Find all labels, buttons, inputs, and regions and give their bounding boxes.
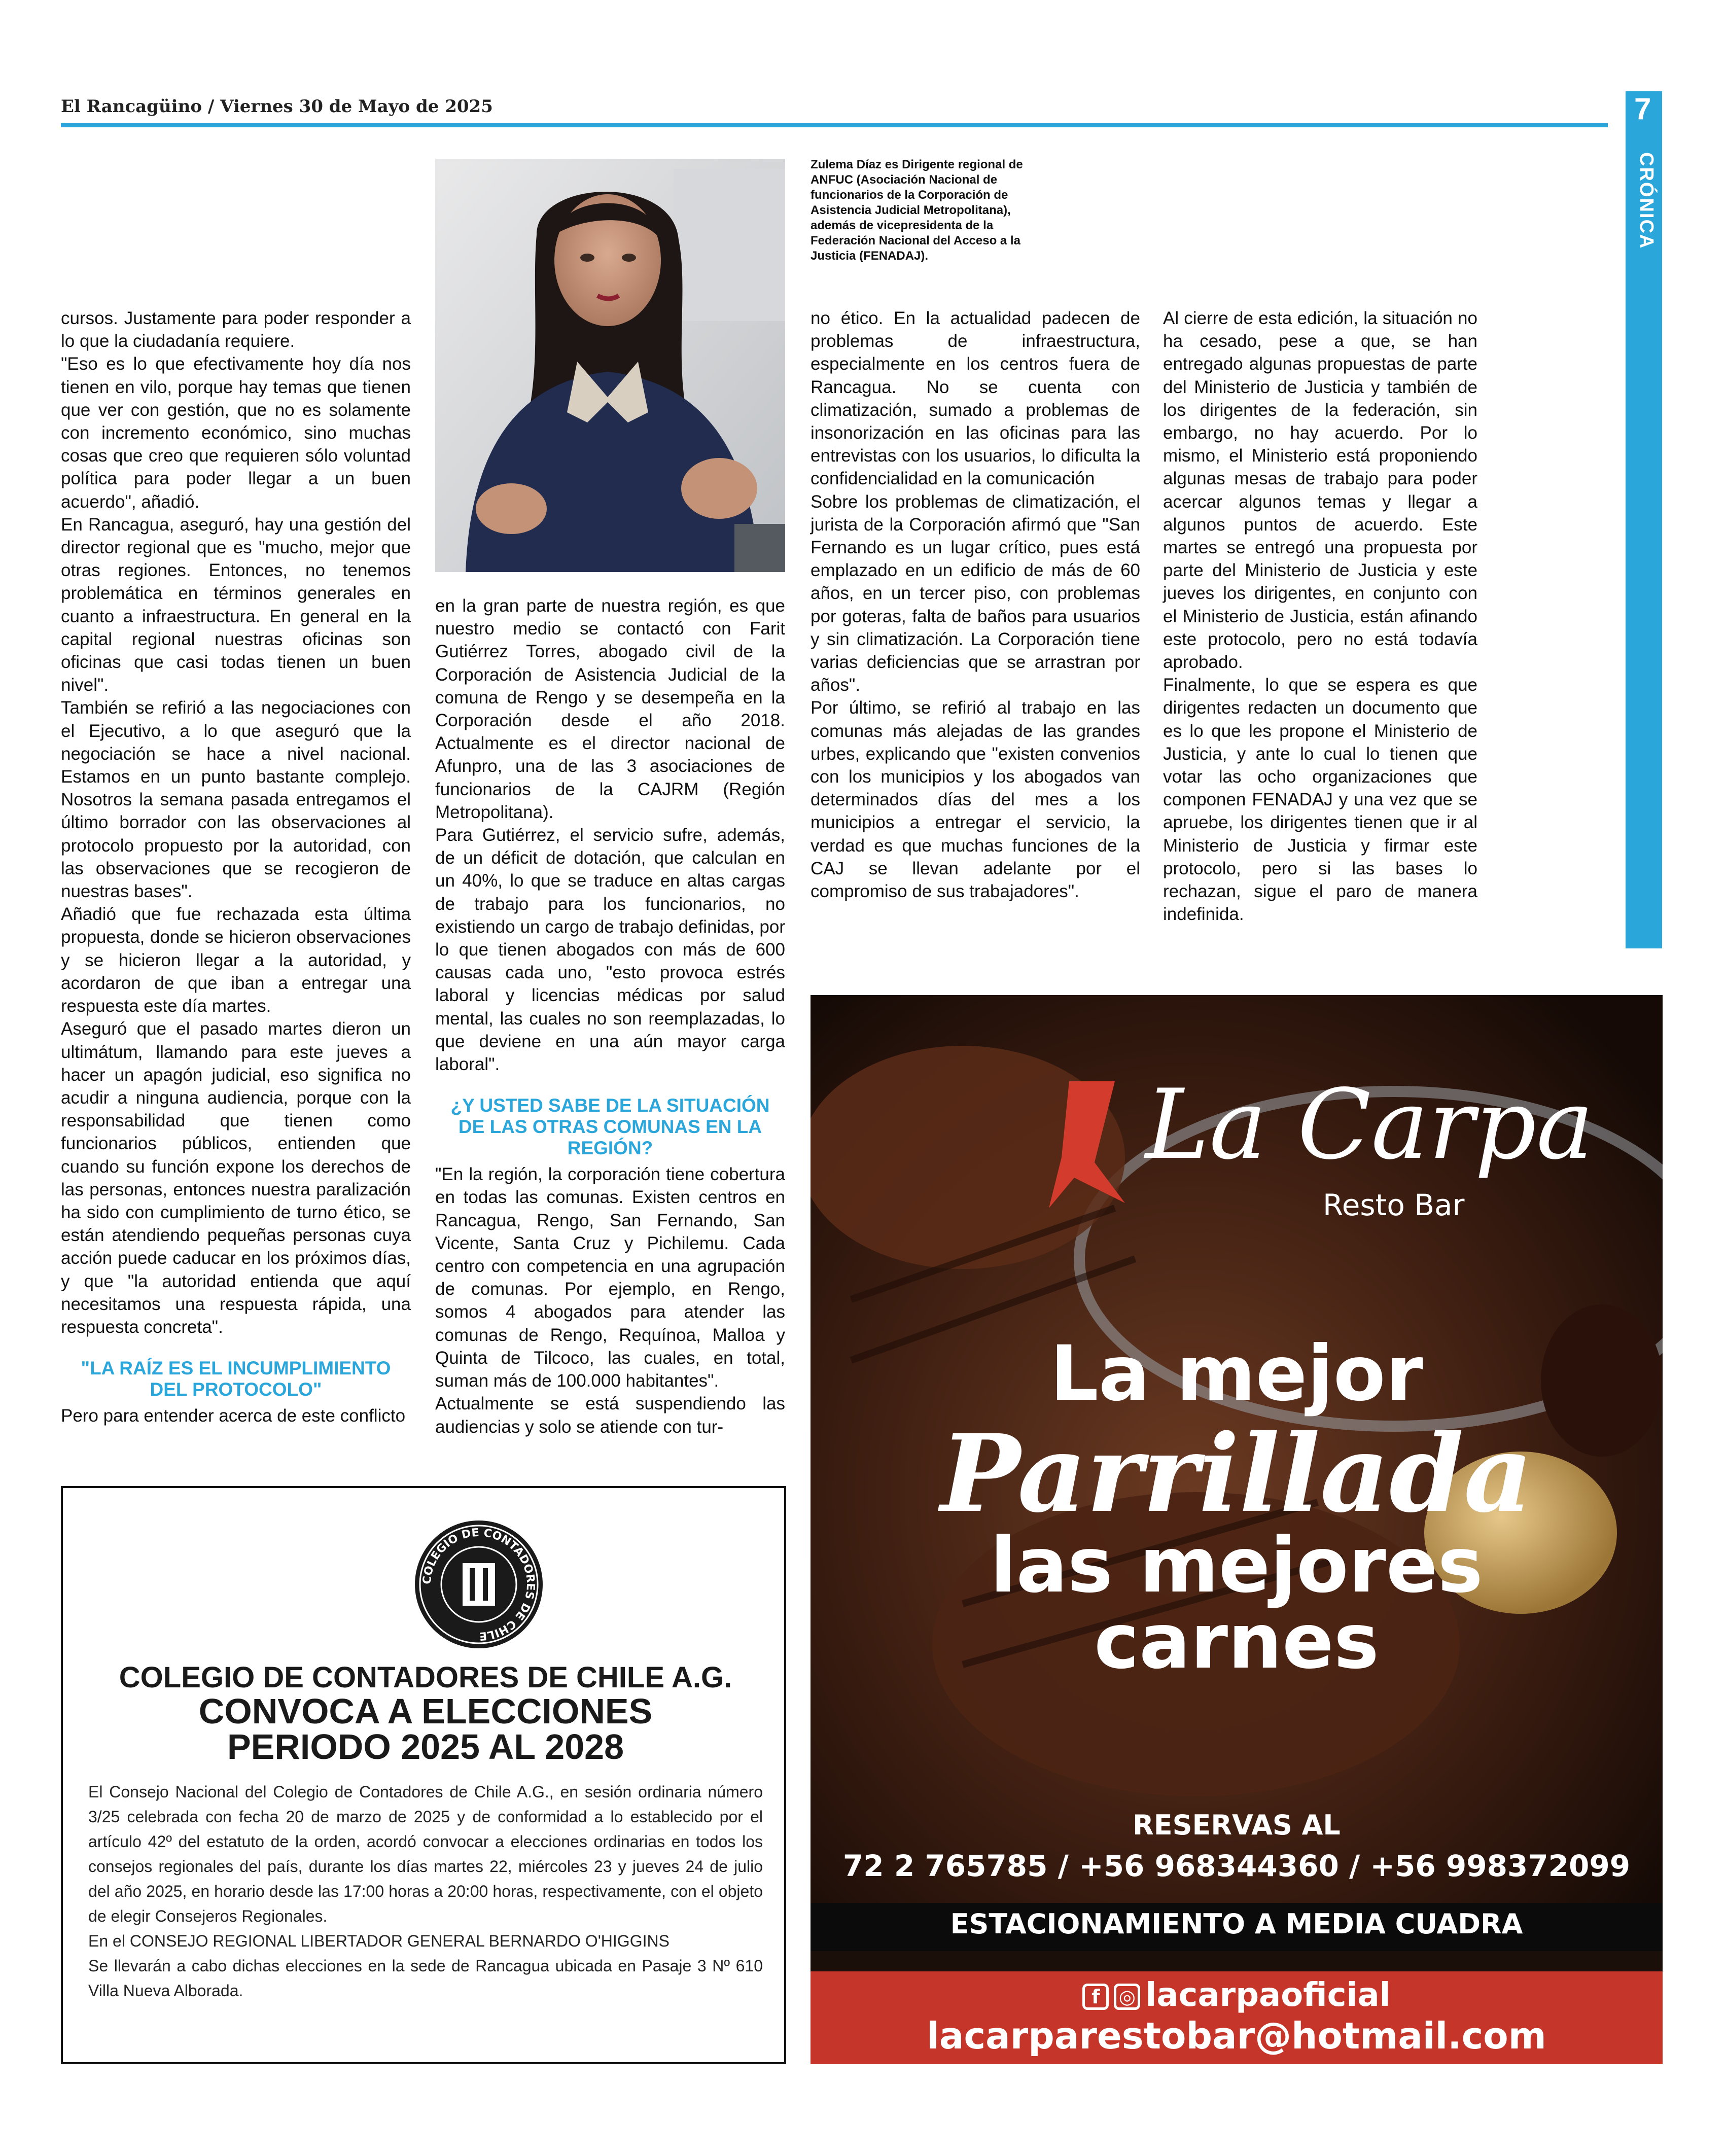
ad-headline-3 bbox=[811, 1522, 1663, 1686]
paragraph: cursos. Justamente para poder responder a lo que la ciudadanía requiere. bbox=[61, 308, 411, 351]
ad-headline-1: La mejor bbox=[1050, 1330, 1423, 1418]
subheading: "LA RAÍZ ES EL INCUMPLIMIENTO DEL PROTOCOLO" bbox=[81, 1358, 391, 1400]
section-label: CRÓNICA bbox=[1636, 152, 1657, 250]
paragraph: Sobre los problemas de climatización, el jurista de la Corporación afirmó que "San Fernando es un lugar crítico, pues está emplazado en un edificio de más de 60 años, en un tercer piso, con problemas por goteras, falta de baños para usuarios y sin climatización. La Corporación tiene varias deficiencias que se arrastran por años". bbox=[811, 491, 1140, 695]
reservation-phones: 72 2 765785 / +56 968344360 / +56 998372099 bbox=[842, 1849, 1631, 1883]
header-rule bbox=[61, 123, 1608, 127]
restaurant-advertisement bbox=[811, 995, 1663, 2064]
article-column-4 bbox=[1163, 307, 1477, 956]
paragraph: Aseguró que el pasado martes dieron un ultimátum, llamando para este jueves a hacer un apagón judicial, eso significa no acudir a ninguna audiencia, porque con la responsabilidad que tienen como funcionarios públicos, entienden que cuando su función expone los derechos de las personas, entonces nuestra paralización ha sido con cumplimiento de turno ético, se están atendiendo pequeñas personas cuya acción puede caducar en los próximos días, y que "la autoridad entienda que aquí necesitamos una respuesta rápida, una respuesta concreta". bbox=[61, 1019, 411, 1337]
social-handle: lacarpaoficial bbox=[1145, 1976, 1391, 2014]
paragraph: Añadió que fue rechazada esta última propuesta, donde se hicieron observaciones y se hicieron llegar a la autoridad, y acordaron de que iban a entregar una respuesta este día martes. bbox=[61, 904, 411, 1016]
article-column-2 bbox=[435, 594, 785, 1457]
parking-text: ESTACIONAMIENTO A MEDIA CUADRA bbox=[950, 1908, 1523, 1940]
paragraph: Finalmente, lo que se espera es que dirigentes redacten un documento que es lo que les propone el Ministerio de Justicia, y ante lo cual lo tienen que votar las ocho organizaciones que componen FENADAJ y una vez que se apruebe, los dirigentes tienen que ir al Ministerio de Justicia y firmar este protocolo, pero si las bases lo rechazan, sigue el paro de manera indefinida. bbox=[1163, 675, 1477, 925]
paragraph: "Eso es lo que efectivamente hoy día nos tienen en vilo, porque hay temas que tienen que ver con gestión, que no es solamente con incremento económico, sino muchas cosas que creo que requieren sólo voluntad política para poder llegar a un buen acuerdo", añadió. bbox=[61, 354, 411, 512]
reservations-label: RESERVAS AL bbox=[1133, 1809, 1341, 1841]
colegio-seal-logo bbox=[413, 1518, 545, 1650]
ad-headline-3a: las mejores bbox=[990, 1522, 1483, 1610]
ad-brand-subtitle: Resto Bar bbox=[1323, 1188, 1465, 1222]
election-notice bbox=[61, 1486, 786, 2064]
paragraph: "En la región, la corporación tiene cobertura en todas las comunas. Existen centros en Rancagua, Rengo, San Fernando, San Vicente, Santa Cruz y Pichilemu. Cada centro con competencia en una agrupación de comunas. Por ejemplo, en Rengo, somos 4 abogados para atender las comunas de Rengo, Requínoa, Malloa y Quinta de Tilcoco, las cuales, en total, suman más de 100.000 habitantes". bbox=[435, 1164, 785, 1391]
notice-body bbox=[88, 1780, 763, 2003]
paragraph: Pero para entender acerca de este conflicto bbox=[61, 1406, 406, 1426]
newspaper-header: El Rancagüino / Viernes 30 de Mayo de 2025 bbox=[61, 96, 493, 117]
paragraph: Para Gutiérrez, el servicio sufre, además, de un déficit de dotación, que calculan en un 40%, lo que se traduce en altas cargas de trabajo para los funcionarios, no existiendo un cargo de trabajo definidas, por lo que tienen abogados con más de 600 causas cada uno, "esto provoca estrés laboral y licencias médicas por salud mental, las cuales no son reemplazadas, lo que deviene en una aún mayor carga laboral". bbox=[435, 825, 785, 1075]
seal-text: COLEGIO DE CONTADORES DE CHILE bbox=[420, 1526, 537, 1643]
photo-caption: Zulema Díaz es Dirigente regional de ANFUC (Asociación Nacional de funcionarios de la Corporación de Asistencia Judicial Metropolitana), además de vicepresidenta de la Federación Nacional del Acceso a la Justicia (FENADAJ). bbox=[811, 158, 1023, 263]
ad-headline-3b: carnes bbox=[1094, 1598, 1379, 1686]
paragraph: Al cierre de esta edición, la situación no ha cesado, pese a que, se han entregado algunas propuestas de parte del Ministerio de Justicia y también de los dirigentes de la federación, sin embargo, no hay acuerdo. Por lo mismo, el Ministerio está proponiendo algunas mesas de trabajo para poder acercar algunos temas y llegar a algunos puntos de acuerdo. Este martes se entregó una propuesta por parte del Ministerio de Justicia y este jueves los dirigentes, en conjunto con el Ministerio de Justicia, están afinando este protocolo, pero no está todavía aprobado. bbox=[1163, 308, 1477, 673]
article-column-3 bbox=[811, 307, 1140, 956]
ad-brand-name: La Carpa bbox=[1145, 1069, 1594, 1181]
social-line bbox=[811, 1976, 1663, 2014]
contact-email: lacarparestobar@hotmail.com bbox=[927, 2014, 1546, 2057]
paragraph: no ético. En la actualidad padecen de problemas de infraestructura, especialmente en los centros fuera de Rancagua. No se cuenta con climatización, sumado a problemas de insonorización en las oficinas para las entrevistas con los usuarios, lo dificulta la confidencialidad en la comunicación bbox=[811, 308, 1140, 489]
instagram-icon: ◎ bbox=[1114, 1984, 1140, 2010]
page-number: 7 bbox=[1634, 92, 1651, 126]
article-photo bbox=[435, 159, 785, 572]
notice-title: CONVOCA A ELECCIONES bbox=[198, 1691, 653, 1731]
paragraph: También se refirió a las negociaciones con el Ejecutivo, a lo que aseguró que la negociación se hace a nivel nacional. Estamos en un punto bastante complejo. Nosotros la semana pasada entregamos el último borrador con las observaciones al protocolo propuesto por la autoridad, con las observaciones que se recogieron de nuestras bases". bbox=[61, 698, 411, 902]
notice-paragraph: En el CONSEJO REGIONAL LIBERTADOR GENERAL BERNARDO O'HIGGINS bbox=[88, 1932, 670, 1950]
notice-paragraph: El Consejo Nacional del Colegio de Contadores de Chile A.G., en sesión ordinaria número 3/25 celebrada con fecha 20 de marzo de 2025 y de conformidad a lo establecido por el artículo 42º del estatuto de la orden, acordó convocar a elecciones ordinarias en todos los consejos regionales del país, durante los días martes 22, miércoles 23 y jueves 24 de julio del año 2025, en horario desde las 17:00 horas a 20:00 horas, respectivamente, con el objeto de elegir Consejeros Regionales. bbox=[88, 1783, 763, 1925]
notice-organization: COLEGIO DE CONTADORES DE CHILE A.G. bbox=[119, 1661, 732, 1694]
paragraph: en la gran parte de nuestra región, es que nuestro medio se contactó con Farit Gutiérrez Torres, abogado civil de la Corporación de Asistencia Judicial de la comuna de Rengo y se desempeña en la Corporación desde el año 2018. Actualmente es el director nacional de Afunpro, una de las 3 asociaciones de funcionarios de la CAJRM (Región Metropolitana). bbox=[435, 596, 785, 822]
subheading: ¿Y USTED SABE DE LA SITUACIÓN DE LAS OTRAS COMUNAS EN LA REGIÓN? bbox=[450, 1095, 770, 1159]
article-column-1 bbox=[61, 307, 411, 1463]
woman-portrait-image bbox=[435, 159, 785, 572]
paragraph: Por último, se refirió al trabajo en las comunas más alejadas de las grandes urbes, explicando que "existen convenios con los municipios y los abogados van determinados días del mes a los municipios a entregar el servicio, la verdad es que muchas funciones de la CAJ se llevan adelante por el compromiso de sus trabajadores". bbox=[811, 698, 1140, 902]
paragraph: En Rancagua, aseguró, hay una gestión del director regional que es "mucho, mejor que otras regiones. Entonces, no tenemos problemática en términos generales en cuanto a infraestructura. En general en la capital regional nuestras oficinas son oficinas que casi todas tienen un buen nivel". bbox=[61, 514, 411, 695]
paragraph: Actualmente se está suspendiendo las audiencias y solo se atiende con tur- bbox=[435, 1394, 785, 1437]
notice-paragraph: Se llevarán a cabo dichas elecciones en la sede de Rancagua ubicada en Pasaje 3 Nº 610 Villa Nueva Alborada. bbox=[88, 1957, 763, 2000]
notice-title-period: PERIODO 2025 AL 2028 bbox=[227, 1727, 624, 1766]
facebook-icon: f bbox=[1082, 1984, 1109, 2010]
ad-headline-2: Parrillada bbox=[940, 1411, 1533, 1536]
